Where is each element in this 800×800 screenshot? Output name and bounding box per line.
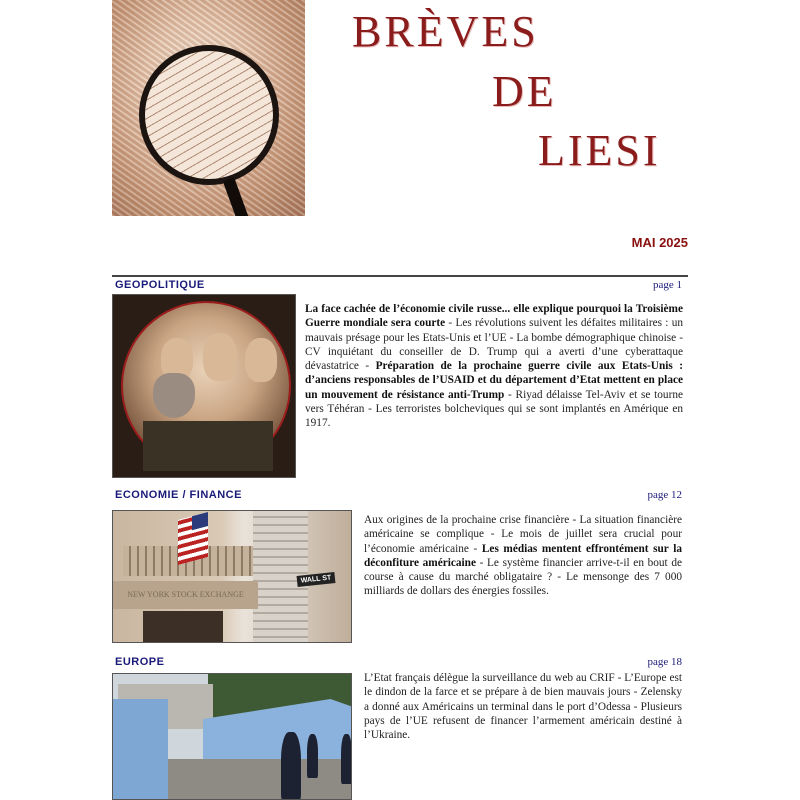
- section-page-link[interactable]: page 18: [647, 656, 682, 668]
- section-summary-geopolitique: [305, 302, 683, 431]
- headline-bold: Préparation de la prochaine guerre civile aux Etats-Unis : d’anciens responsables de l’USAID et du département d’Etat mettent en place un mouvement de résistance anti-Trump: [305, 360, 683, 401]
- entrance-door: [143, 611, 223, 643]
- title-line-2: DE: [492, 67, 557, 116]
- portrait-coats: [143, 421, 273, 471]
- portrait-beard: [153, 373, 195, 418]
- section-header-economie-finance: [112, 489, 688, 503]
- portrait-face: [203, 333, 237, 381]
- person-figure: [307, 734, 318, 778]
- photo-stock-exchange: [112, 510, 352, 643]
- headline-bold: Les médias mentent effrontément sur la déconfiture américaine: [364, 542, 682, 569]
- summary-text: L’Etat français délègue la surveillance du web au CRIF - L’Europe est le dindon de la farce et se prépare à de bien mauvais jours - Zelensky a donné aux Américains un terminal dans le port d’Odessa - Plusieurs pays de l’UE refusent de financer l’armement américain destiné à l’Ukraine.: [364, 672, 682, 742]
- section-header-europe: [112, 656, 688, 670]
- entablature-inscription: NEW YORK STOCK EXCHANGE: [113, 581, 258, 609]
- section-title: ECONOMIE / FINANCE: [115, 489, 242, 501]
- cover-image-magnifying-glass: [112, 0, 305, 216]
- summary-text: - Les révolutions suivent les défaites militaires : un mauvais présage pour les Etats-Unis et l’UE - La bombe démographique chinoise - CV inquiétant du conseiller de D. Trump qui a averti d’une cyberattaque dévastatrice -: [305, 317, 683, 373]
- section-header-geopolitique: [112, 279, 688, 293]
- pavement: [168, 759, 352, 800]
- section-page-link[interactable]: page 1: [652, 279, 682, 291]
- person-figure: [281, 732, 301, 800]
- section-title: EUROPE: [115, 656, 165, 668]
- person-figure: [341, 734, 352, 784]
- section-summary-europe: [364, 671, 682, 742]
- headline-bold: La face cachée de l’économie civile russe... elle explique pourquoi la Troisième Guerre mondiale sera courte: [305, 303, 683, 330]
- header-divider: [112, 275, 688, 277]
- us-flag-icon: [178, 512, 208, 565]
- portrait-face: [245, 338, 277, 382]
- photo-dmz-visit: [112, 673, 352, 800]
- title-line-1: BRÈVES: [352, 7, 539, 56]
- summary-text: - Le système financier arrive-t-il en bout de course à cause du marché obligataire ? - Le mensonge des 7 000 milliards de dollars des énergies fossiles.: [364, 556, 682, 598]
- portrait-disc: [121, 301, 291, 471]
- newsletter-page: [112, 0, 688, 800]
- section-page-link[interactable]: page 12: [647, 489, 682, 501]
- photo-revolutionary-leaders: [112, 294, 296, 478]
- summary-text: Aux origines de la prochaine crise financière - La situation financière américaine se complique - Le mois de juillet sera crucial pour l’économie américaine -: [364, 514, 682, 555]
- summary-text: - Riyad délaisse Tel-Aviv et se tourne vers Téhéran - Les terroristes bolcheviques qui se sont implantés en Amérique en 1917.: [305, 388, 684, 430]
- section-summary-economie: [364, 513, 682, 599]
- title-line-3: LIESI: [538, 126, 661, 175]
- blue-hut: [113, 699, 168, 800]
- section-title: GEOPOLITIQUE: [115, 279, 205, 291]
- street-sign: WALL ST: [297, 572, 336, 587]
- issue-date: MAI 2025: [631, 235, 688, 250]
- magnifier-lens-icon: [139, 45, 279, 185]
